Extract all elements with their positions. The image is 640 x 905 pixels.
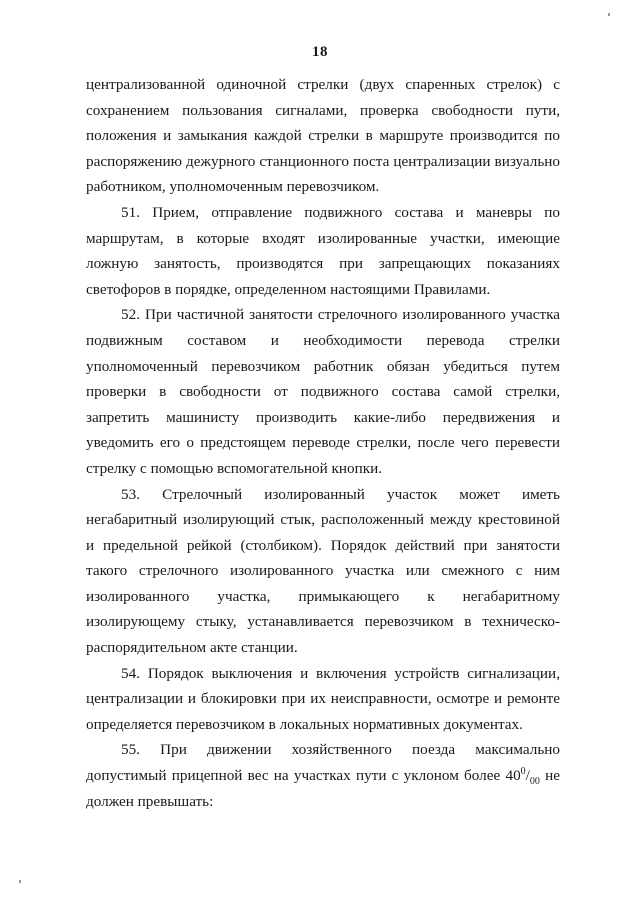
- per-mille-sub: 00: [529, 776, 540, 788]
- paragraph-54: 54. Порядок выключения и включения устройств сигнализации, централизации и блокировки при их неисправности, осмотре и ремонте определяется перевозчиком в локальных нормативных документах.: [86, 664, 560, 733]
- per-mille-sup: 0: [520, 765, 526, 777]
- paragraph-52: 52. При частичной занятости стрелочного изолированного участка подвижным составом и необходимости перевода стрелки уполномоченный перевозчиком работник обязан убедиться путем проверки в свободности от подвижного состава самой стрелки, запретить машинисту производить какие-либо передвижения и уведомить его о предстоящем переводе стрелки, после чего перевести стрелку с помощью вспомогательной кнопки.: [86, 306, 560, 477]
- paragraph-55: 55. При движении хозяйственного поезда максимально допустимый прицепной вес на участках пути с уклоном более $40^0/_{00}$ не должен превышать:: [86, 741, 560, 810]
- body-text: [86, 72, 560, 814]
- paragraph-continuation: централизованной одиночной стрелки (двух спаренных стрелок) с сохранением пользования сигналами, проверка свободности пути, положения и замыкания каждой стрелки в маршруте производится по распоряжению дежурного станционного поста централизации визуально работником, уполномоченным перевозчиком.: [86, 76, 560, 196]
- paragraph-51: 51. Прием, отправление подвижного состава и маневры по маршрутам, в которые входят изолированные участки, имеющие ложную занятость, производятся при запрещающих показаниях светофоров в порядке, определенном настоящими Правилами.: [86, 203, 560, 298]
- scan-mark: [608, 13, 610, 16]
- page-number: 18: [312, 44, 328, 60]
- paragraph-55-text: 55. При движении хозяйственного поезда максимально допустимый прицепной вес на участках пути с уклоном более 4: [86, 741, 560, 785]
- scan-mark: [19, 880, 21, 883]
- paragraph-53: 53. Стрелочный изолированный участок может иметь негабаритный изолирующий стык, расположенный между крестовиной и предельной рейкой (столбиком). Порядок действий при занятости такого стрелочного изолированного участка или смежного с ним изолированного участка, примыкающего к негабаритному изолирующему стыку, устанавливается перевозчиком в техническо-распорядительном акте станции.: [86, 485, 560, 657]
- gradient-value: 0: [513, 767, 521, 785]
- paragraph-55-tail: не должен превышать:: [86, 767, 560, 810]
